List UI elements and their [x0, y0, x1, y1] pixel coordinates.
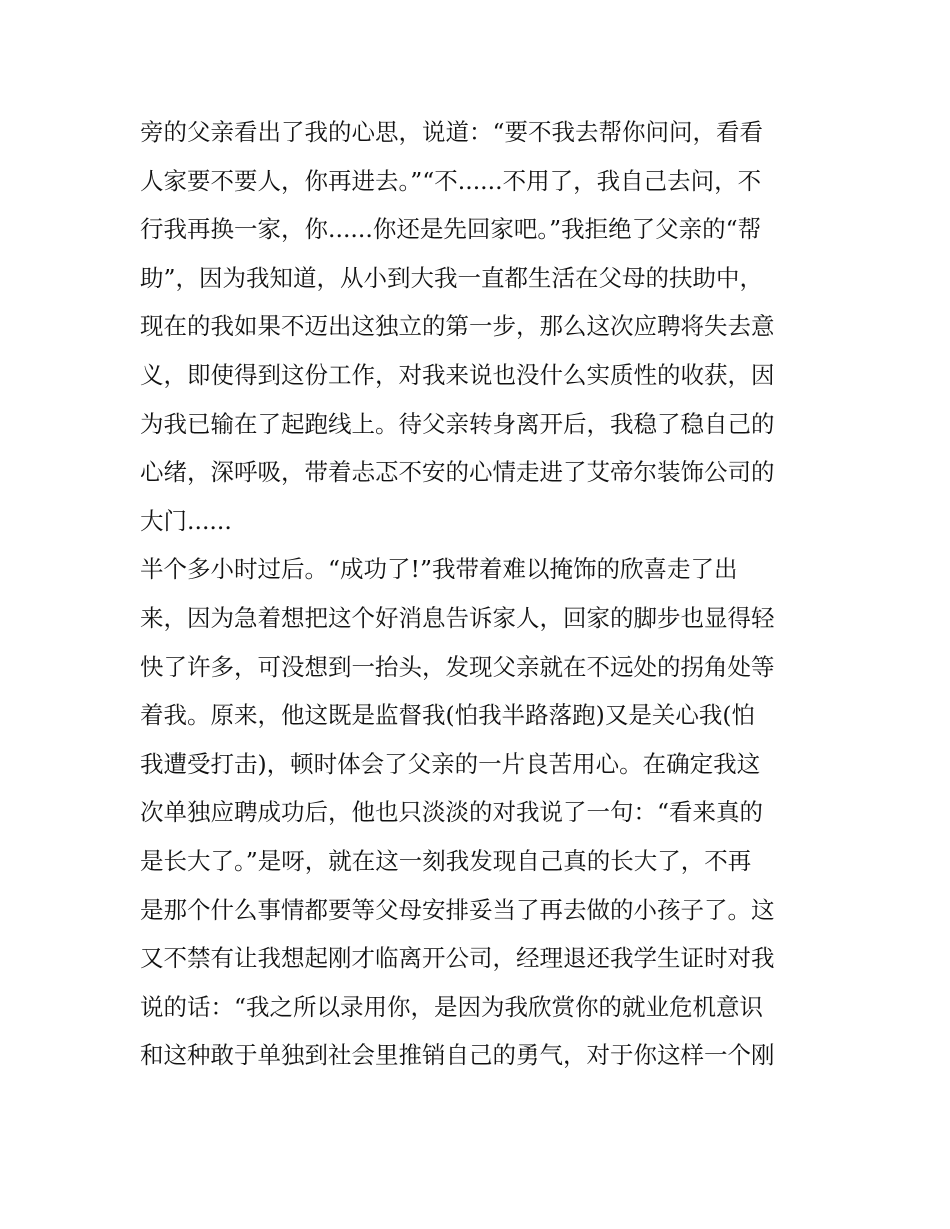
text-line: 来，因为急着想把这个好消息告诉家人，回家的脚步也显得轻: [140, 603, 775, 632]
text-line: 义，即使得到这份工作，对我来说也没什么实质性的收获，因: [140, 360, 775, 389]
text-line: 我遭受打击)，顿时体会了父亲的一片良苦用心。在确定我这: [140, 749, 761, 778]
text-line: 说的话：“我之所以录用你，是因为我欣赏你的就业危机意识: [140, 992, 764, 1021]
text-line: 为我已输在了起跑线上。待父亲转身离开后，我稳了稳自己的: [140, 409, 775, 438]
text-line: 是长大了。”是呀，就在这一刻我发现自己真的长大了，不再: [140, 846, 752, 875]
text-line: 着我。原来，他这既是监督我(怕我半路落跑)又是关心我(怕: [140, 701, 756, 730]
text-line: 和这种敢于单独到社会里推销自己的勇气，对于你这样一个刚: [140, 1041, 775, 1070]
body-text: [140, 108, 830, 1080]
text-line: 现在的我如果不迈出这独立的第一步，那么这次应聘将失去意: [140, 312, 775, 341]
text-line: 心绪，深呼吸，带着忐忑不安的心情走进了艾帝尔装饰公司的: [140, 458, 775, 487]
text-line: 大门......: [140, 506, 232, 535]
text-line: 次单独应聘成功后，他也只淡淡的对我说了一句：“看来真的: [140, 798, 764, 827]
text-line: 行我再换一家，你......你还是先回家吧。”我拒绝了父亲的“帮: [140, 215, 762, 244]
text-line: 半个多小时过后。“成功了!”我带着难以掩饰的欣喜走了出: [140, 555, 738, 584]
text-line: 助”，因为我知道，从小到大我一直都生活在父母的扶助中，: [140, 263, 764, 292]
text-line: 人家要不要人，你再进去。”“不......不用了，我自己去问，不: [140, 166, 762, 195]
text-line: 又不禁有让我想起刚才临离开公司，经理退还我学生证时对我: [140, 944, 775, 973]
text-line: 旁的父亲看出了我的心思，说道：“要不我去帮你问问，看看: [140, 118, 764, 146]
text-line: 是那个什么事情都要等父母安排妥当了再去做的小孩子了。这: [140, 895, 775, 924]
text-line: 快了许多，可没想到一抬头，发现父亲就在不远处的拐角处等: [140, 652, 775, 681]
